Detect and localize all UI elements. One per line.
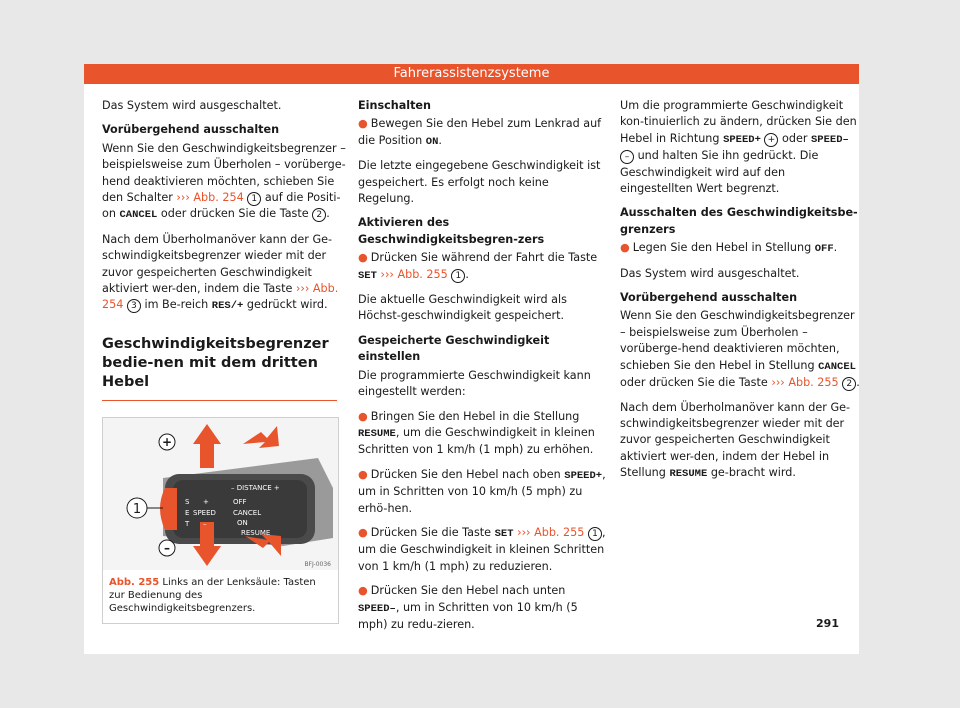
paragraph: Wenn Sie den Geschwindigkeitsbegrenzer – beispielsweise zum Überholen – vorüberge-hend deaktivieren möchten, schieben Sie den Hebel in Stellung CANCEL oder drücken Sie die Taste ››› Abb. 255 2 . bbox=[620, 309, 860, 390]
manual-page bbox=[84, 64, 859, 654]
bullet-item: ● Bewegen Sie den Hebel zum Lenkrad auf die Position ON. bbox=[358, 117, 602, 148]
key-label: CANCEL bbox=[119, 209, 158, 222]
page-header: Fahrerassistenzsysteme bbox=[84, 64, 859, 84]
column-2 bbox=[358, 98, 606, 641]
paragraph: Nach dem Überholmanöver kann der Ge-schwindigkeitsbegrenzer wieder mit der zuvor gespeicherten Geschwindigkeit aktiviert wer-den, indem die Taste ››› Abb. 254 3 im Be-reich RES/+ gedrückt wird. bbox=[102, 232, 339, 313]
callout-number: 1 bbox=[247, 192, 261, 206]
bullet-item: ● Drücken Sie während der Fahrt die Taste SET ››› Abb. 255 1 . bbox=[358, 251, 598, 282]
lever-distance-label: – DISTANCE + bbox=[231, 483, 280, 492]
subheading-temp-off: Vorübergehend ausschalten bbox=[620, 291, 798, 305]
lever-illustration bbox=[103, 418, 338, 570]
callout-plus: + bbox=[161, 434, 173, 449]
figure-lever bbox=[102, 417, 339, 624]
bullet-item: ● Drücken Sie die Taste SET ››› Abb. 255 1 , um die Geschwindigkeit in kleinen Schritten von 1 km/h (1 mph) zu reduzieren. bbox=[358, 525, 606, 573]
lever-speed: SPEED bbox=[193, 508, 216, 517]
lever-plus: + bbox=[203, 497, 209, 506]
subheading-switch-off: Ausschalten des Geschwindigkeitsbe-grenzers bbox=[620, 206, 858, 236]
subheading-activate: Aktivieren des Geschwindigkeitsbegren-zers bbox=[358, 216, 545, 246]
section-heading: Geschwindigkeitsbegrenzer bedie-nen mit dem dritten Hebel bbox=[102, 335, 337, 401]
subheading-switch-on: Einschalten bbox=[358, 99, 431, 112]
paragraph: Die letzte eingegebene Geschwindigkeit ist gespeichert. Es erfolgt noch keine Regelung. bbox=[358, 159, 601, 206]
bullet-item: ● Drücken Sie den Hebel nach unten SPEED–, um in Schritten von 10 km/h (5 mph) zu redu-zieren. bbox=[358, 584, 578, 631]
callout-number: 3 bbox=[127, 299, 141, 313]
key-label: RES/+ bbox=[211, 300, 244, 313]
bullet-item: ● Legen Sie den Hebel in Stellung OFF. bbox=[620, 241, 838, 256]
lever-cancel: CANCEL bbox=[233, 508, 262, 517]
paragraph: Das System wird ausgeschaltet. bbox=[102, 99, 282, 112]
subheading-temp-off: Vorübergehend ausschalten bbox=[102, 123, 280, 137]
paragraph: Die aktuelle Geschwindigkeit wird als Höchst-geschwindigkeit gespeichert. bbox=[358, 293, 567, 323]
paragraph: Die programmierte Geschwindigkeit kann eingestellt werden: bbox=[358, 368, 591, 399]
callout-one: 1 bbox=[132, 501, 142, 517]
paragraph: Das System wird ausgeschaltet. bbox=[620, 266, 800, 280]
column-1 bbox=[102, 98, 352, 624]
paragraph: Um die programmierte Geschwindigkeit kon-tinuierlich zu ändern, drücken Sie den Hebel in Richtung SPEED+ + oder SPEED– – und halten Sie ihn gedrückt. Die Geschwindigkeit wird auf den eingestellten Wert begrenzt. bbox=[620, 99, 857, 196]
cross-reference-link[interactable]: ››› Abb. 255 bbox=[380, 267, 448, 281]
lever-minus: – bbox=[203, 519, 207, 528]
lever-on: ON bbox=[237, 518, 248, 527]
cross-reference-link[interactable]: ››› Abb. 255 bbox=[517, 525, 585, 539]
page-number: 291 bbox=[816, 617, 839, 630]
figure-code: BFJ-0036 bbox=[304, 560, 331, 568]
lever-t: T bbox=[185, 519, 190, 528]
callout-minus: – bbox=[164, 540, 170, 555]
column-3 bbox=[620, 98, 860, 491]
paragraph: Nach dem Überholmanöver kann der Ge-schwindigkeitsbegrenzer wieder mit der zuvor gespeicherten Geschwindigkeit aktiviert wer-den, indem der Hebel in Stellung RESUME ge-bracht wird. bbox=[620, 400, 851, 481]
cross-reference-link[interactable]: ››› Abb. 254 bbox=[102, 282, 339, 312]
paragraph: Wenn Sie den Geschwindigkeitsbegrenzer – beispielsweise zum Überholen – vorüberge-hend deaktivieren möchten, schieben Sie den Schalter ››› Abb. 254 1 auf die Positi-on CANCEL oder drücken Sie die Taste 2 . bbox=[102, 141, 346, 222]
bullet-item: ● Drücken Sie den Hebel nach oben SPEED+, um in Schritten von 10 km/h (5 mph) zu erhö-hen. bbox=[358, 467, 606, 515]
callout-number: 2 bbox=[312, 208, 326, 222]
lever-off: OFF bbox=[233, 497, 247, 506]
figure-caption: Abb. 255 Links an der Lenksäule: Tasten zur Bedienung des Geschwindigkeitsbegrenzers. bbox=[109, 576, 316, 614]
bullet-item: ● Bringen Sie den Hebel in die Stellung RESUME, um die Geschwindigkeit in kleinen Schritten von 1 km/h (1 mph) zu erhöhen. bbox=[358, 409, 595, 457]
lever-resume: RESUME bbox=[241, 528, 271, 537]
subheading-adjust: Gespeicherte Geschwindigkeit einstellen bbox=[358, 333, 550, 364]
cross-reference-link[interactable]: ››› Abb. 255 bbox=[771, 376, 839, 390]
cross-reference-link[interactable]: ››› Abb. 254 bbox=[176, 191, 244, 205]
lever-s: S bbox=[185, 497, 190, 506]
lever-e: E bbox=[185, 508, 190, 517]
